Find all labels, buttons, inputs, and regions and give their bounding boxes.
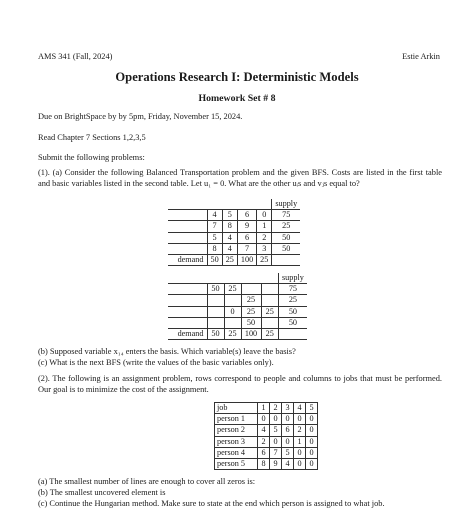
table-cell: 0 [306,458,318,469]
table-cell [207,306,224,317]
problem-2-part-b: (b) The smallest uncovered element is [38,488,166,497]
supply-header: supply [272,199,300,210]
table-cell: 5 [207,232,222,243]
table-cell: 50 [207,284,224,295]
table-row [168,210,300,221]
table-cell: 25 [261,306,279,317]
supply-cell: 75 [279,284,307,295]
problem-1-part-b: (b) Supposed variable x₁₄ enters the basis. Which variable(s) leave the basis? [38,347,296,356]
table-row [168,232,300,243]
table-cell: 0 [270,414,282,425]
table-row [215,414,318,425]
problem-1-text: (1). (a) Consider the following Balanced Transportation problem and the given BFS. Costs are listed in the first table and basic variables listed in the second table. Let u₁ = 0. What are the other uᵢs and vⱼs equal to? [38,168,442,188]
assignment-table [214,402,318,470]
supply-cell: 25 [272,221,300,232]
table-cell: 4 [207,210,222,221]
table-row [168,295,307,306]
demand-cell: 25 [222,254,237,265]
table-cell: 4 [222,243,237,254]
table-cell [207,295,224,306]
table-cell: 1 [294,436,306,447]
table-cell: 0 [294,458,306,469]
table-cell: 0 [306,436,318,447]
supply-cell: 50 [279,317,307,328]
table-cell: 6 [282,425,294,436]
table-cell: 25 [224,284,241,295]
table-cell: 0 [270,436,282,447]
table-cell: 5 [270,425,282,436]
row-label: person 2 [215,425,258,436]
row-label: person 4 [215,447,258,458]
costs-table [168,199,300,266]
supply-cell: 50 [279,306,307,317]
demand-cell: 50 [207,328,224,339]
table-cell: 0 [258,414,270,425]
row-label: person 5 [215,458,258,469]
demand-row [168,254,300,265]
table-cell: 6 [237,232,256,243]
table-cell [241,284,261,295]
table-cell: 50 [241,317,261,328]
table-cell: 8 [258,458,270,469]
table-cell [207,317,224,328]
demand-cell: 50 [207,254,222,265]
table-row [168,284,307,295]
table-cell: 8 [222,221,237,232]
table-row [215,458,318,469]
table-cell: 0 [282,436,294,447]
row-label: person 1 [215,414,258,425]
supply-header: supply [279,273,307,284]
table-cell: 5 [282,447,294,458]
submit-line: Submit the following problems: [38,153,145,162]
table-cell: 6 [237,210,256,221]
table-row [168,221,300,232]
table-cell: 3 [257,243,272,254]
table-row [215,436,318,447]
problem-1-part-c: (c) What is the next BFS (write the values of the basic variables only). [38,358,274,367]
column-header: 5 [306,403,318,414]
table-cell [224,295,241,306]
demand-label: demand [168,254,207,265]
due-date-line: Due on BrightSpace by by 5pm, Friday, November 15, 2024. [38,112,243,121]
table-cell [261,284,279,295]
table-row [168,243,300,254]
table-row [168,306,307,317]
table-cell: 2 [258,436,270,447]
table-cell: 0 [294,447,306,458]
reading-line: Read Chapter 7 Sections 1,2,3,5 [38,133,146,142]
supply-cell: 75 [272,210,300,221]
table-cell: 25 [241,306,261,317]
demand-label: demand [168,328,207,339]
table-cell: 0 [257,210,272,221]
table-cell: 9 [237,221,256,232]
instructor-name: Estie Arkin [402,52,440,61]
course-label: AMS 341 (Fall, 2024) [38,52,113,61]
document-title: Operations Research I: Deterministic Models [115,70,359,84]
table-cell [261,295,279,306]
column-header: 1 [258,403,270,414]
table-row [215,425,318,436]
table-row [168,317,307,328]
supply-cell: 50 [272,243,300,254]
column-header: 4 [294,403,306,414]
column-header: job [215,403,258,414]
problem-2-text: (2). The following is an assignment problem, rows correspond to people and columns to jobs that must be performed. Our goal is to minimize the cost of the assignment. [38,374,442,394]
table-cell: 4 [222,232,237,243]
table-cell: 25 [241,295,261,306]
table-cell: 7 [207,221,222,232]
demand-cell: 25 [224,328,241,339]
demand-cell: 25 [257,254,272,265]
table-cell: 0 [306,447,318,458]
table-header-row [215,403,318,414]
table-cell [224,317,241,328]
table-cell: 5 [222,210,237,221]
supply-cell: 50 [272,232,300,243]
table-cell: 0 [306,414,318,425]
table-cell: 4 [282,458,294,469]
demand-cell: 25 [261,328,279,339]
table-cell: 0 [282,414,294,425]
problem-2-part-a: (a) The smallest number of lines are enough to cover all zeros is: [38,477,256,486]
table-cell: 7 [270,447,282,458]
problem-2-part-c: (c) Continue the Hungarian method. Make sure to state at the end which person is assigned to what job. [38,499,385,508]
homework-title: Homework Set # 8 [198,93,276,104]
table-cell: 2 [294,425,306,436]
column-header: 3 [282,403,294,414]
demand-cell: 100 [237,254,256,265]
table-cell: 0 [306,425,318,436]
table-cell: 8 [207,243,222,254]
table-cell: 0 [224,306,241,317]
row-label: person 3 [215,436,258,447]
supply-cell: 25 [279,295,307,306]
table-cell: 7 [237,243,256,254]
table-cell: 0 [294,414,306,425]
column-header: 2 [270,403,282,414]
table-cell: 6 [258,447,270,458]
demand-cell: 100 [241,328,261,339]
table-cell: 4 [258,425,270,436]
demand-row [168,328,307,339]
table-cell [261,317,279,328]
table-row [215,447,318,458]
bfs-table [168,273,307,340]
table-cell: 1 [257,221,272,232]
table-cell: 2 [257,232,272,243]
table-cell: 9 [270,458,282,469]
